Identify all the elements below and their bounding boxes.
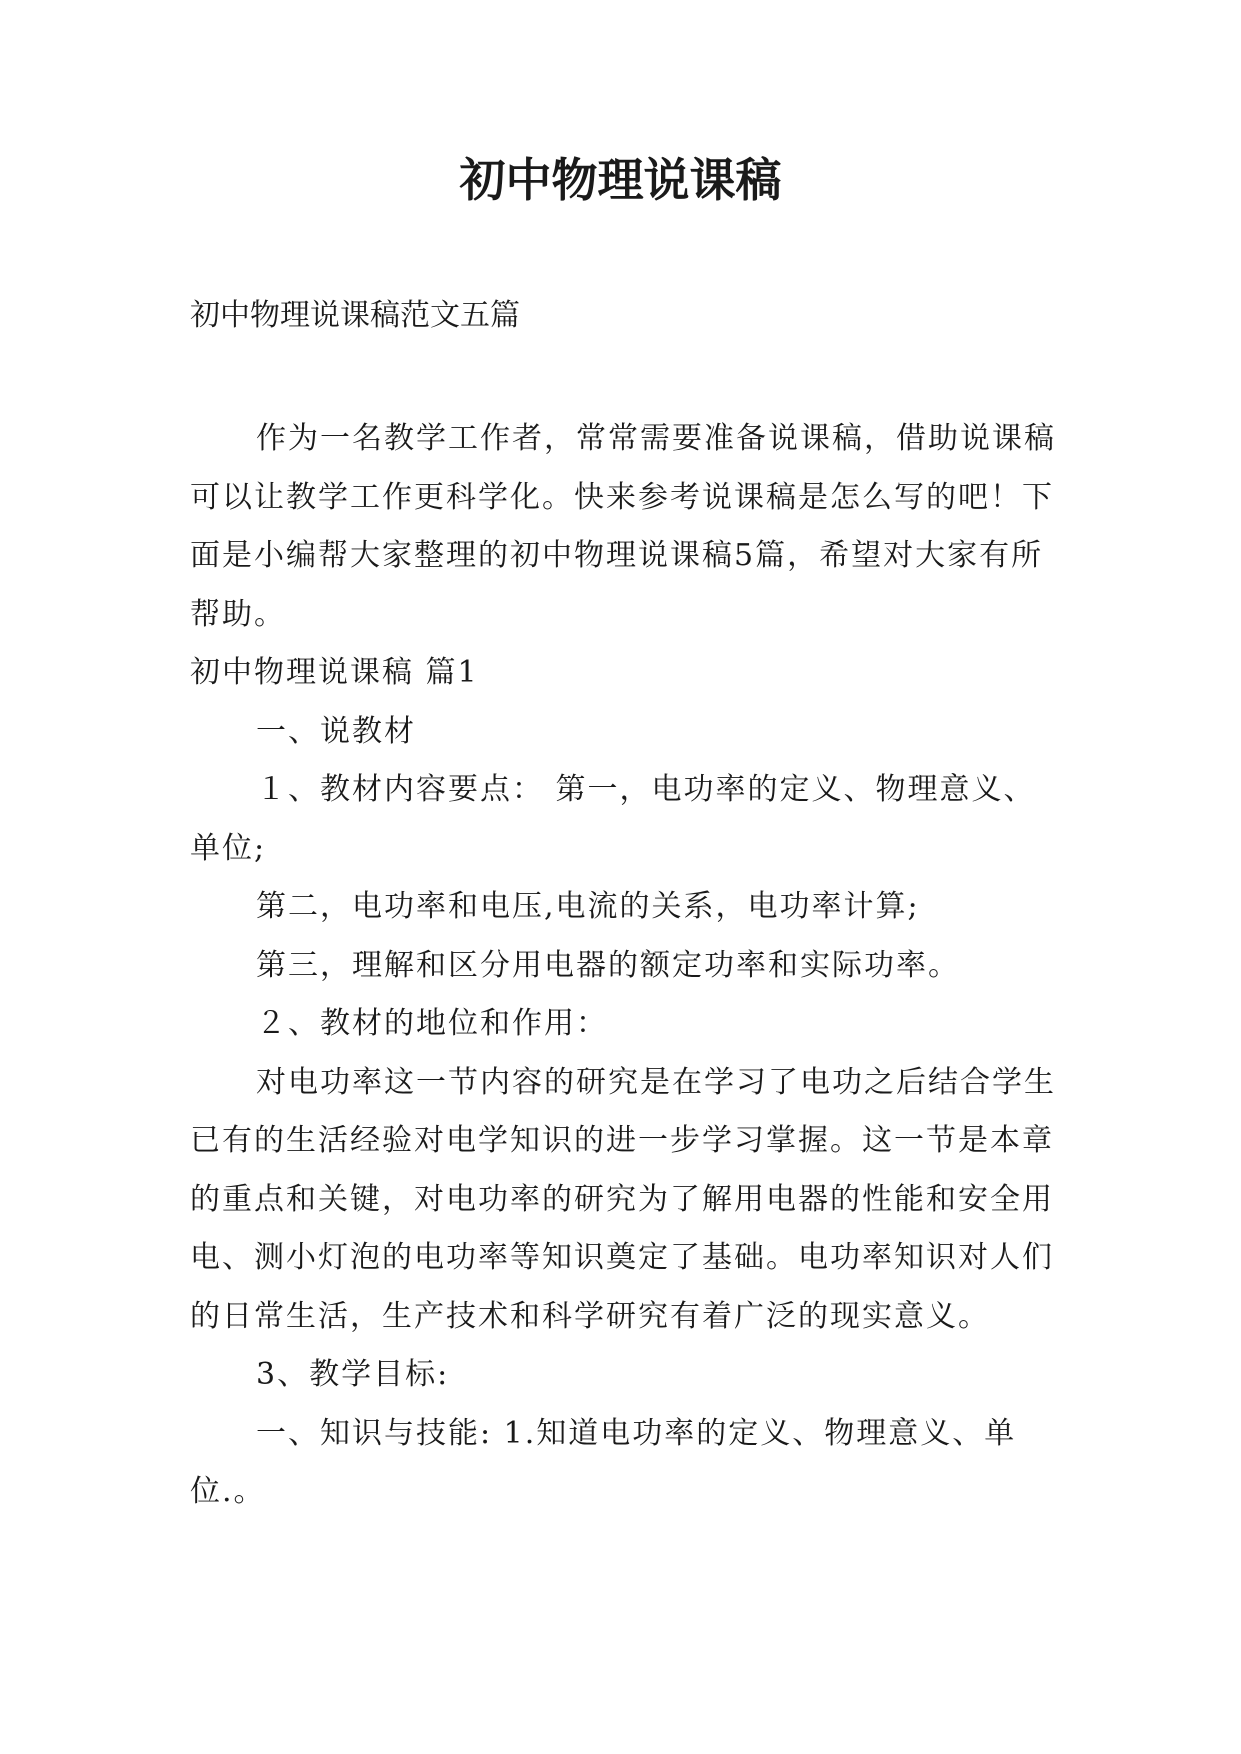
content-point-1: １、教材内容要点： 第一，电功率的定义、物理意义、单位; bbox=[190, 772, 1036, 866]
content-point-2: 第二，电功率和电压,电流的关系，电功率计算; bbox=[256, 889, 920, 924]
content-point-3: 第三，理解和区分用电器的额定功率和实际功率。 bbox=[256, 947, 960, 983]
document-body bbox=[190, 410, 1060, 1522]
intro-paragraph: 作为一名教学工作者，常常需要准备说课稿，借助说课稿可以让教学工作更科学化。快来参考说课稿是怎么写的吧！下面是小编帮大家整理的初中物理说课稿5篇，希望对大家有所帮助。 bbox=[190, 421, 1056, 632]
position-paragraph: 对电功率这一节内容的研究是在学习了电功之后结合学生已有的生活经验对电学知识的进一步学习掌握。这一节是本章的重点和关键，对电功率的研究为了解用电器的性能和安全用电、测小灯泡的电功率等知识奠定了基础。电功率知识对人们的日常生活，生产技术和科学研究有着广泛的现实意义。 bbox=[190, 1064, 1056, 1334]
document-subtitle: 初中物理说课稿范文五篇 bbox=[190, 298, 520, 333]
section-heading: 初中物理说课稿 篇1 bbox=[190, 655, 479, 690]
objectives-heading: 3、教学目标: bbox=[256, 1357, 450, 1392]
position-heading: ２、教材的地位和作用： bbox=[256, 1006, 608, 1041]
objective-knowledge: 一、知识与技能: 1.知道电功率的定义、物理意义、单位.。 bbox=[190, 1415, 1017, 1509]
part-heading: 一、说教材 bbox=[256, 713, 416, 749]
document-title: 初中物理说课稿 bbox=[459, 153, 782, 207]
